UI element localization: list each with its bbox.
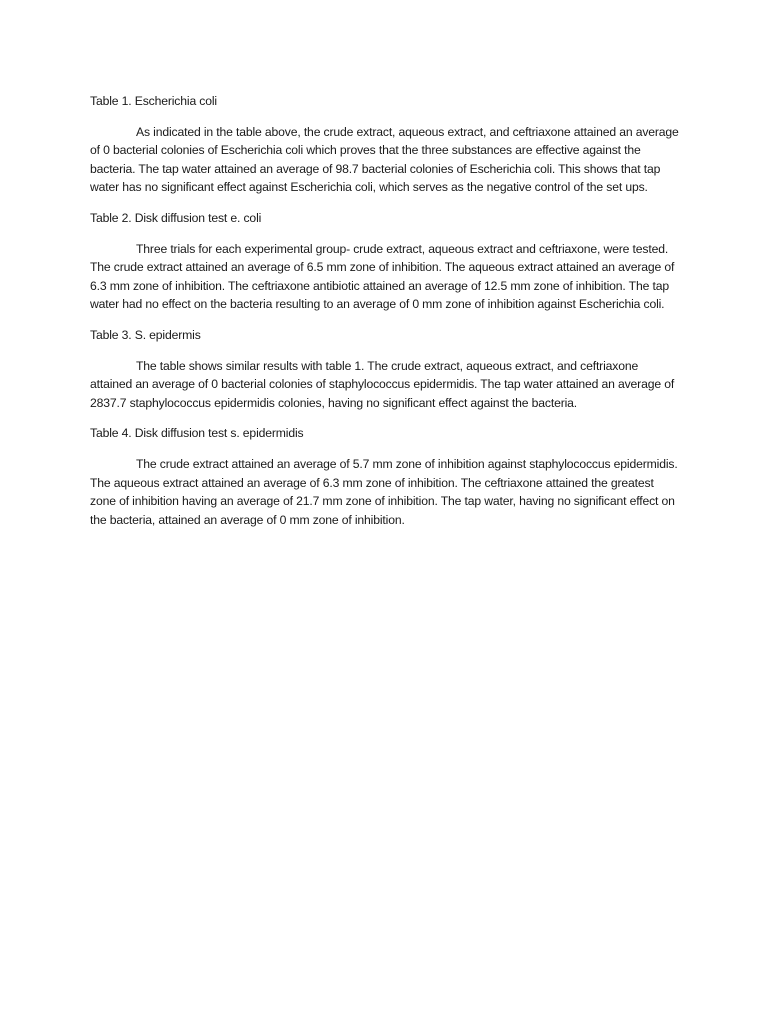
section-paragraph: The table shows similar results with table 1. The crude extract, aqueous extract, and ceftriaxone attained an average of 0 bacterial colonies of staphylococcus epidermidis. The tap water attained an average of 2837.7 staphylococcus epidermidis colonies, having no significant effect against the bacteria. bbox=[90, 358, 675, 410]
section-paragraph: As indicated in the table above, the crude extract, aqueous extract, and ceftriaxone attained an average of 0 bacterial colonies of Escherichia coli which proves that the three substances are effective against the bacteria. The tap water attained an average of 98.7 bacterial colonies of Escherichia coli. This shows that tap water has no significant effect against Escherichia coli, which serves as the negative control of the set ups. bbox=[90, 124, 679, 195]
section-table-2 bbox=[90, 209, 682, 314]
section-heading: Table 1. Escherichia coli bbox=[90, 94, 217, 108]
section-heading: Table 3. S. epidermis bbox=[90, 327, 201, 342]
section-heading: Table 4. Disk diffusion test s. epidermidis bbox=[90, 426, 304, 441]
section-heading: Table 2. Disk diffusion test e. coli bbox=[90, 210, 262, 225]
section-table-1 bbox=[90, 92, 682, 197]
section-paragraph: Three trials for each experimental group- crude extract, aqueous extract and ceftriaxone, were tested. The crude extract attained an average of 6.5 mm zone of inhibition. The aqueous extract attained an average of 6.3 mm zone of inhibition. The ceftriaxone antibiotic attained an average of 12.5 mm zone of inhibition. The tap water had no effect on the bacteria resulting to an average of 0 mm zone of inhibition against Escherichia coli. bbox=[90, 241, 675, 312]
section-paragraph: The crude extract attained an average of 5.7 mm zone of inhibition against staphylococcus epidermidis. The aqueous extract attained an average of 6.3 mm zone of inhibition. The ceftriaxone attained the greatest zone of inhibition having an average of 21.7 mm zone of inhibition. The tap water, having no significant effect on the bacteria, attained an average of 0 mm zone of inhibition. bbox=[90, 456, 678, 527]
document-page bbox=[90, 92, 682, 541]
section-table-3 bbox=[90, 326, 682, 412]
section-table-4 bbox=[90, 424, 682, 529]
